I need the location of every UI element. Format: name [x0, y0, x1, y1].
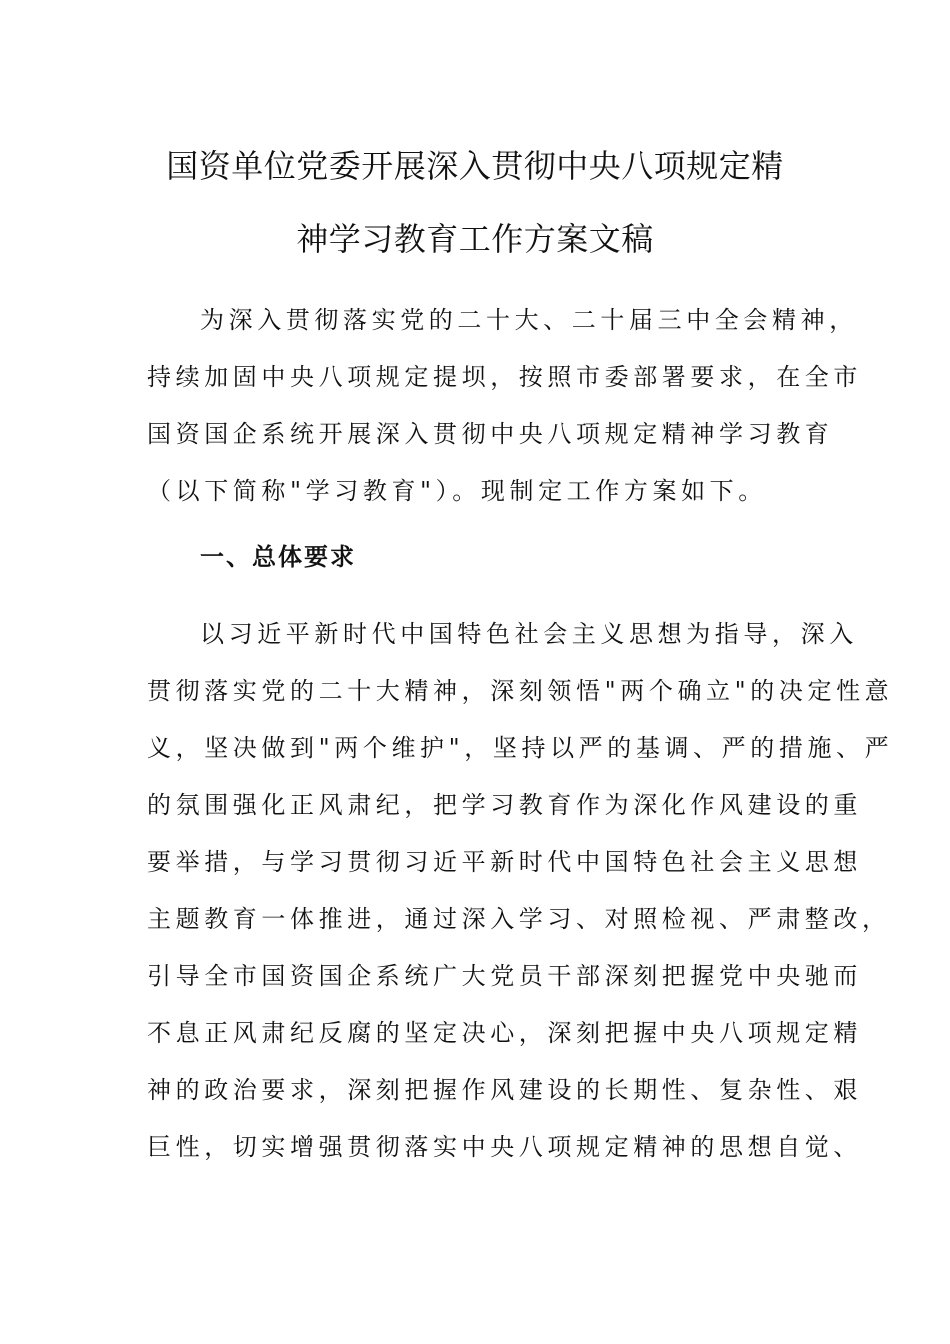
paragraph-line: 主题教育一体推进，通过深入学习、对照检视、严肃整改，	[147, 905, 891, 933]
paragraph-line: 的氛围强化正风肃纪，把学习教育作为深化作风建设的重	[147, 791, 862, 819]
document-title-line-1: 国资单位党委开展深入贯彻中央八项规定精	[166, 147, 784, 185]
paragraph-line: 为深入贯彻落实党的二十大、二十届三中全会精神，	[200, 306, 858, 334]
paragraph-line: 要举措，与学习贯彻习近平新时代中国特色社会主义思想	[147, 848, 862, 876]
paragraph-line: 神的政治要求，深刻把握作风建设的长期性、复杂性、艰	[147, 1076, 862, 1104]
document-title-line-2: 神学习教育工作方案文稿	[296, 220, 654, 258]
paragraph-line: 引导全市国资国企系统广大党员干部深刻把握党中央驰而	[147, 962, 862, 990]
paragraph-line: 贯彻落实党的二十大精神，深刻领悟"两个确立"的决定性意	[147, 677, 894, 705]
paragraph-line: 义，坚决做到"两个维护"，坚持以严的基调、严的措施、严	[147, 734, 894, 762]
paragraph-line: （以下简称"学习教育"）。现制定工作方案如下。	[147, 477, 767, 505]
paragraph-line: 国资国企系统开展深入贯彻中央八项规定精神学习教育	[147, 420, 834, 448]
paragraph-line: 持续加固中央八项规定提坝，按照市委部署要求，在全市	[147, 363, 862, 391]
paragraph-line: 不息正风肃纪反腐的坚定决心，深刻把握中央八项规定精	[147, 1019, 862, 1047]
section-heading: 一、总体要求	[200, 543, 356, 571]
paragraph-line: 以习近平新时代中国特色社会主义思想为指导，深入	[200, 620, 858, 648]
paragraph-line: 巨性，切实增强贯彻落实中央八项规定精神的思想自觉、	[147, 1133, 862, 1161]
